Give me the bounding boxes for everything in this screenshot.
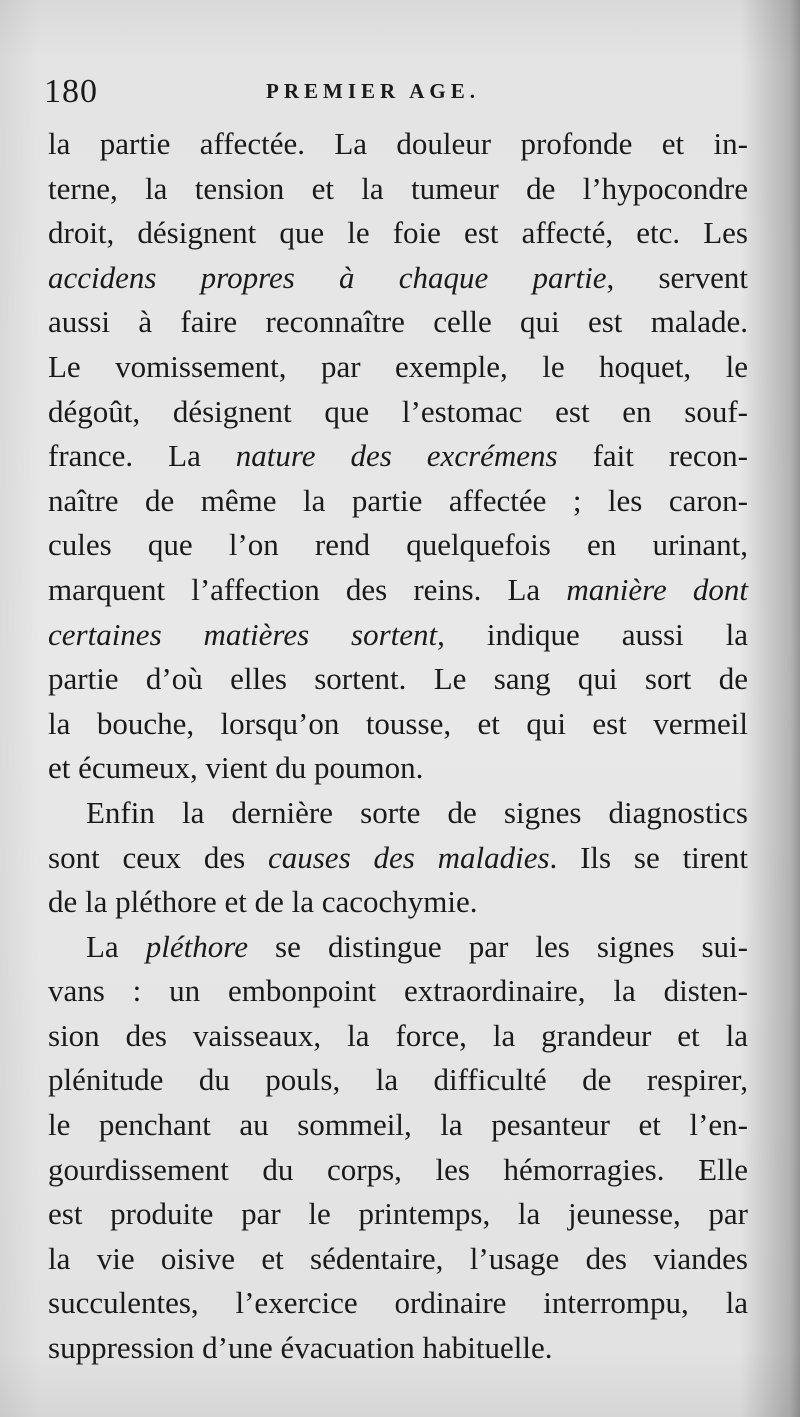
text-run: , indique aussi la bbox=[437, 616, 748, 652]
text-run: fait recon- bbox=[557, 438, 748, 474]
text-line bbox=[48, 390, 748, 435]
text-line bbox=[48, 613, 748, 658]
text-line bbox=[48, 702, 748, 747]
text-run: cules que l’on rend quelquefois en urinant, bbox=[48, 527, 748, 563]
text-run: et écumeux, vient du poumon. bbox=[48, 750, 424, 786]
text-run: Enfin la dernière sorte de signes diagnostics bbox=[86, 794, 748, 830]
text-line bbox=[48, 568, 748, 613]
text-run: france. La bbox=[48, 438, 236, 474]
text-run: , servent bbox=[606, 259, 748, 295]
text-line bbox=[48, 1058, 748, 1103]
italic-phrase: certaines matières sortent bbox=[48, 616, 438, 652]
running-header bbox=[44, 72, 604, 112]
text-line bbox=[48, 791, 748, 836]
text-line bbox=[48, 1103, 748, 1148]
text-run: suppression d’une évacuation habituelle. bbox=[48, 1330, 553, 1366]
text-line bbox=[48, 434, 748, 479]
text-line bbox=[48, 1326, 748, 1371]
text-line bbox=[48, 122, 748, 167]
paragraph bbox=[48, 925, 748, 1371]
text-line bbox=[48, 479, 748, 524]
text-run: naître de même la partie affectée ; les caron- bbox=[48, 482, 748, 518]
text-line bbox=[48, 925, 748, 970]
text-run: se distingue par les signes sui- bbox=[247, 928, 748, 964]
italic-phrase: nature des excrémens bbox=[235, 438, 558, 474]
text-run: sion des vaisseaux, la force, la grandeur et la bbox=[48, 1017, 748, 1053]
body-text bbox=[48, 122, 748, 1371]
section-title: PREMIER AGE. bbox=[266, 79, 481, 103]
text-line bbox=[48, 523, 748, 568]
text-run: aussi à faire reconnaître celle qui est malade. bbox=[48, 304, 748, 340]
text-run: le penchant au sommeil, la pesanteur et l’en- bbox=[48, 1107, 748, 1143]
text-run: de la pléthore et de la cacochymie. bbox=[48, 884, 478, 920]
text-run: marquent l’affection des reins. La bbox=[48, 571, 567, 607]
text-run: la vie oisive et sédentaire, l’usage des viandes bbox=[48, 1240, 748, 1276]
text-line bbox=[48, 167, 748, 212]
italic-phrase: accidens propres à chaque partie bbox=[48, 259, 607, 295]
text-run: vans : un embonpoint extraordinaire, la disten- bbox=[48, 973, 748, 1009]
text-run: la partie affectée. La douleur profonde et in- bbox=[48, 126, 748, 161]
text-run: gourdissement du corps, les hémorragies. Elle bbox=[48, 1151, 748, 1187]
text-line bbox=[48, 256, 748, 301]
text-line bbox=[48, 746, 748, 791]
text-run: succulentes, l’exercice ordinaire interrompu, la bbox=[48, 1285, 748, 1321]
text-run: Le vomissement, par exemple, le hoquet, le bbox=[48, 348, 748, 384]
text-line bbox=[48, 1014, 748, 1059]
text-line bbox=[48, 300, 748, 345]
text-run: plénitude du pouls, la difficulté de respirer, bbox=[48, 1062, 748, 1098]
text-run: la bouche, lorsqu’on tousse, et qui est vermeil bbox=[48, 705, 748, 741]
text-line bbox=[48, 657, 748, 702]
text-line bbox=[48, 1237, 748, 1282]
text-run: sont ceux des bbox=[48, 839, 268, 875]
text-run: droit, désignent que le foie est affecté, etc. Les bbox=[48, 215, 748, 251]
text-line bbox=[48, 836, 748, 881]
text-line bbox=[48, 1192, 748, 1237]
text-line bbox=[48, 1281, 748, 1326]
text-run: terne, la tension et la tumeur de l’hypocondre bbox=[48, 170, 748, 206]
text-line bbox=[48, 969, 748, 1014]
page-number: 180 bbox=[44, 73, 98, 110]
text-line bbox=[48, 880, 748, 925]
text-line bbox=[48, 211, 748, 256]
text-run: dégoût, désignent que l’estomac est en souf- bbox=[48, 393, 748, 429]
paragraph bbox=[48, 122, 748, 791]
italic-phrase: manière dont bbox=[566, 571, 748, 607]
text-run: est produite par le printemps, la jeunesse, par bbox=[48, 1196, 748, 1232]
text-line bbox=[48, 345, 748, 390]
text-line bbox=[48, 1148, 748, 1193]
text-run: La bbox=[86, 928, 146, 964]
italic-phrase: pléthore bbox=[145, 928, 248, 964]
text-run: partie d’où elles sortent. Le sang qui sort de bbox=[48, 661, 748, 697]
paragraph bbox=[48, 791, 748, 925]
italic-phrase: causes des maladies bbox=[267, 839, 550, 875]
text-run: . Ils se tirent bbox=[549, 839, 748, 875]
